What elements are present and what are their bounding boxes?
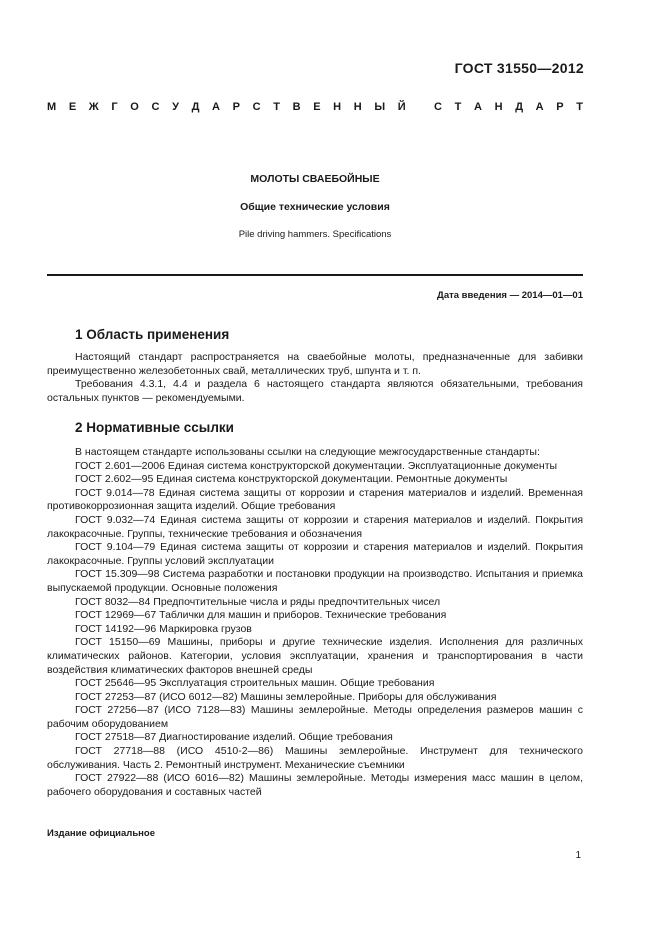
- paragraph: Настоящий стандарт распространяется на сваебойные молоты, предназначенные для забивки преимущественно железобетонных свай, металлических труб, шпунта и т. п.: [47, 351, 583, 377]
- banner-letter: Т: [576, 101, 583, 113]
- edition-note: Издание официальное: [47, 828, 155, 839]
- reference-item: ГОСТ 25646—95 Эксплуатация строительных машин. Общие требования: [75, 677, 435, 690]
- document-title-english: Pile driving hammers. Specifications: [238, 229, 392, 240]
- section-2-heading: 2 Нормативные ссылки: [75, 420, 234, 435]
- section-2-body: [47, 446, 583, 799]
- paragraph: В настоящем стандарте использованы ссылки на следующие межгосударственные стандарты:: [75, 446, 540, 458]
- banner-letter: Н: [494, 101, 503, 113]
- reference-item: ГОСТ 27518—87 Диагностирование изделий. Общие требования: [75, 731, 393, 744]
- banner-letter: Й: [397, 101, 406, 113]
- reference-item: ГОСТ 8032—84 Предпочтительные числа и ряды предпочтительных чисел: [75, 595, 441, 608]
- banner-letter: А: [212, 101, 220, 113]
- banner-letter: Е: [313, 101, 321, 113]
- banner-letter: А: [535, 101, 544, 113]
- banner-letter: С: [151, 101, 160, 113]
- section-1-heading: 1 Область применения: [75, 327, 230, 342]
- banner-letter: Д: [191, 101, 200, 113]
- banner-letter: [418, 101, 421, 113]
- page-number: 1: [575, 850, 581, 861]
- document-subtitle: Общие технические условия: [240, 201, 390, 213]
- reference-item: ГОСТ 12969—67 Таблички для машин и приборов. Технические требования: [75, 609, 447, 622]
- reference-item: ГОСТ 2.602—95 Единая система конструкторской документации. Ремонтные документы: [75, 473, 508, 486]
- reference-item: ГОСТ 27253—87 (ИСО 6012—82) Машины землеройные. Приборы для обслуживания: [75, 690, 497, 703]
- reference-item: ГОСТ 9.104—79 Единая система защиты от коррозии и старения материалов и изделий. Покрытия лакокрасочные. Группы условий эксплуатации: [47, 541, 583, 567]
- title-divider: [47, 274, 583, 276]
- paragraph: Требования 4.3.1, 4.4 и раздела 6 настоящего стандарта являются обязательными, требования остальных пунктов — рекомендуемыми.: [47, 378, 583, 404]
- banner-letter: А: [474, 101, 482, 113]
- reference-item: ГОСТ 9.032—74 Единая система защиты от коррозии и старения материалов и изделий. Покрытия лакокрасочные. Группы, технические требования и обозначения: [47, 513, 583, 540]
- banner-letter: С: [252, 101, 261, 113]
- reference-item: ГОСТ 27718—88 (ИСО 4510-2—86) Машины землеройные. Инструмент для технического обслуживания. Часть 2. Ремонтный инструмент. Механические съемники: [47, 745, 583, 771]
- section-1-body: [47, 351, 583, 405]
- banner-letter: Н: [333, 101, 342, 113]
- document-code: ГОСТ 31550—2012: [454, 60, 584, 76]
- banner-letter: В: [292, 101, 301, 113]
- banner-letter: Т: [454, 101, 462, 113]
- interstate-standard-banner: [47, 101, 583, 113]
- banner-letter: М: [47, 101, 57, 113]
- reference-item: ГОСТ 15150—69 Машины, приборы и другие технические изделия. Исполнения для различных климатических районов. Категории, условия эксплуатации, хранения и транспортирования в части воздействия климатических факторов внешней среды: [47, 636, 583, 676]
- introduction-date: Дата введения — 2014—01—01: [437, 290, 583, 301]
- banner-letter: С: [434, 101, 442, 113]
- reference-item: ГОСТ 27256—87 (ИСО 7128—83) Машины землеройные. Методы определения размеров машин с рабочим оборудованием: [47, 704, 583, 730]
- banner-letter: Н: [353, 101, 362, 113]
- banner-letter: Д: [515, 101, 524, 113]
- reference-item: ГОСТ 15.309—98 Система разработки и постановки продукции на производство. Испытания и приемка выпускаемой продукции. Основные положения: [47, 568, 583, 594]
- banner-letter: Т: [273, 101, 280, 113]
- banner-letter: Р: [556, 101, 564, 113]
- reference-item: ГОСТ 2.601—2006 Единая система конструкторской документации. Эксплуатационные документы: [75, 459, 558, 472]
- document-title: МОЛОТЫ СВАЕБОЙНЫЕ: [250, 173, 380, 185]
- banner-letter: Ы: [374, 101, 386, 113]
- banner-letter: Ж: [88, 101, 99, 113]
- banner-letter: Е: [68, 101, 77, 113]
- reference-item: ГОСТ 14192—96 Маркировка грузов: [75, 622, 252, 635]
- reference-item: ГОСТ 27922—88 (ИСО 6016—82) Машины землеройные. Методы измерения масс машин в целом, рабочего оборудования и составных частей: [47, 772, 583, 798]
- banner-letter: О: [130, 101, 139, 113]
- banner-letter: Р: [232, 101, 240, 113]
- banner-letter: У: [172, 101, 179, 113]
- reference-item: ГОСТ 9.014—78 Единая система защиты от коррозии и старения материалов и изделий. Временная противокоррозионная защита изделий. Общие требования: [47, 486, 583, 513]
- banner-letter: Г: [111, 101, 118, 113]
